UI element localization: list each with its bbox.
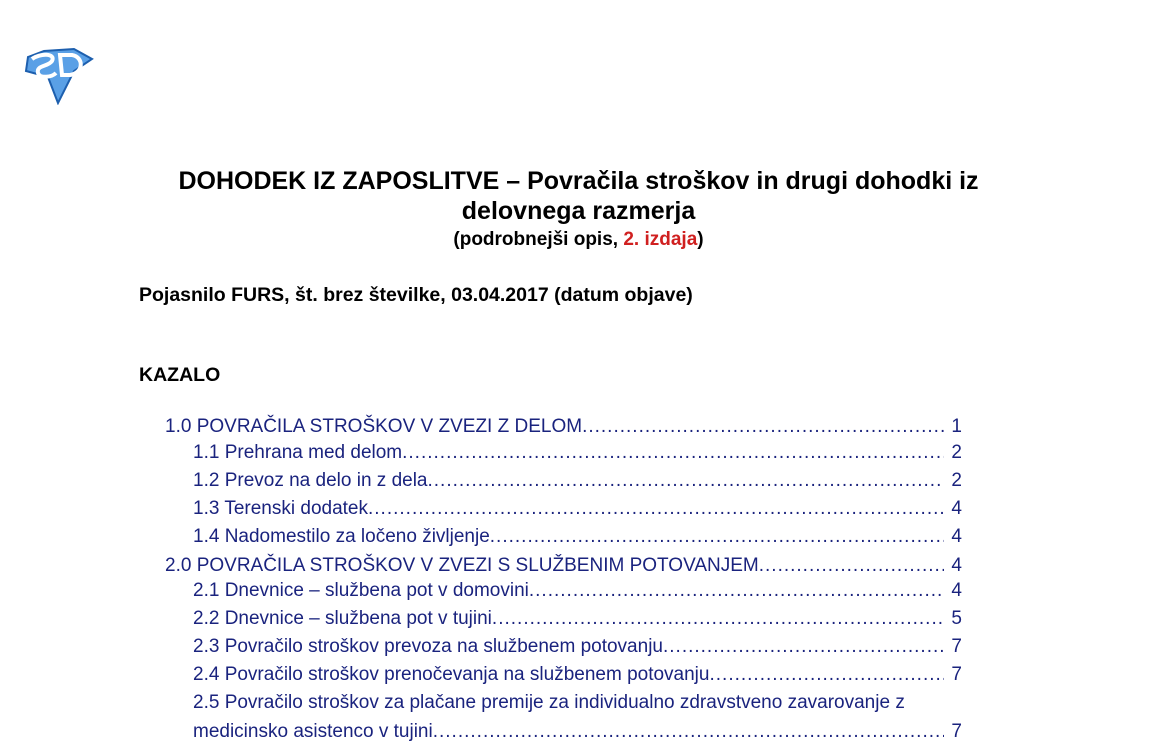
subtitle-suffix: ) (697, 229, 704, 250)
toc-entry[interactable] (193, 606, 962, 632)
toc-entry-page: 5 (951, 608, 962, 629)
toc-entry-page: 4 (951, 526, 962, 547)
toc-entry[interactable] (165, 553, 962, 579)
toc-entry[interactable] (193, 468, 962, 494)
toc-entry-label: 1.4 Nadomestilo za ločeno življenje (193, 526, 490, 547)
toc-entry[interactable] (193, 634, 962, 660)
toc-entry[interactable] (165, 414, 962, 440)
toc-entry[interactable] (193, 690, 1003, 716)
toc-entry[interactable] (193, 524, 962, 550)
document-subtitle (0, 228, 1157, 252)
toc-entry-page: 2 (951, 470, 962, 491)
toc-entry-page: 7 (951, 664, 962, 685)
toc-entry-page: 4 (951, 555, 962, 576)
toc-entry-page: 2 (951, 442, 962, 463)
toc-entry[interactable] (193, 662, 962, 688)
subtitle-prefix: (podrobnejši opis, (453, 229, 624, 250)
title-block (0, 166, 1157, 252)
toc-entry-label: 2.3 Povračilo stroškov prevoza na službenem potovanju (193, 636, 663, 657)
document-title: DOHODEK IZ ZAPOSLITVE – Povračila stroškov in drugi dohodki iz delovnega razmerja (178, 167, 979, 225)
toc-entry-label: 1.3 Terenski dodatek (193, 498, 368, 519)
toc-entry-page: 4 (951, 498, 962, 519)
toc-entry-page: 4 (951, 580, 962, 601)
edition-label: 2. izdaja (623, 229, 698, 250)
toc-entry-label: 2.0 POVRAČILA STROŠKOV V ZVEZI S SLUŽBENIM POTOVANJEM (165, 555, 759, 576)
toc-entry[interactable] (193, 440, 962, 466)
toc-entry-page: 7 (951, 636, 962, 657)
toc-entry[interactable] (193, 496, 962, 522)
toc-heading: KAZALO (139, 364, 221, 386)
toc-entry-page: 7 (951, 721, 962, 742)
toc-entry-page: 1 (951, 416, 962, 437)
toc-entry-label: 1.2 Prevoz na delo in z dela (193, 470, 428, 491)
toc-entry[interactable] (193, 578, 962, 604)
toc-entry-label: 1.1 Prehrana med delom (193, 442, 403, 463)
toc-entry-label-cont: medicinsko asistenco v tujini (193, 721, 433, 742)
toc-entry-label: 2.5 Povračilo stroškov za plačane premije za individualno zdravstveno zavarovanje z (193, 692, 905, 713)
explanation-line: Pojasnilo FURS, št. brez številke, 03.04.2017 (datum objave) (139, 284, 693, 306)
toc-entry-label: 1.0 POVRAČILA STROŠKOV V ZVEZI Z DELOM (165, 416, 583, 437)
toc-entry-label: 2.4 Povračilo stroškov prenočevanja na službenem potovanju (193, 664, 710, 685)
toc-entry-label: 2.1 Dnevnice – službena pot v domovini (193, 580, 529, 601)
sd-logo-icon (22, 47, 96, 105)
toc-entry-continuation[interactable] (193, 719, 962, 745)
toc-entry-label: 2.2 Dnevnice – službena pot v tujini (193, 608, 492, 629)
